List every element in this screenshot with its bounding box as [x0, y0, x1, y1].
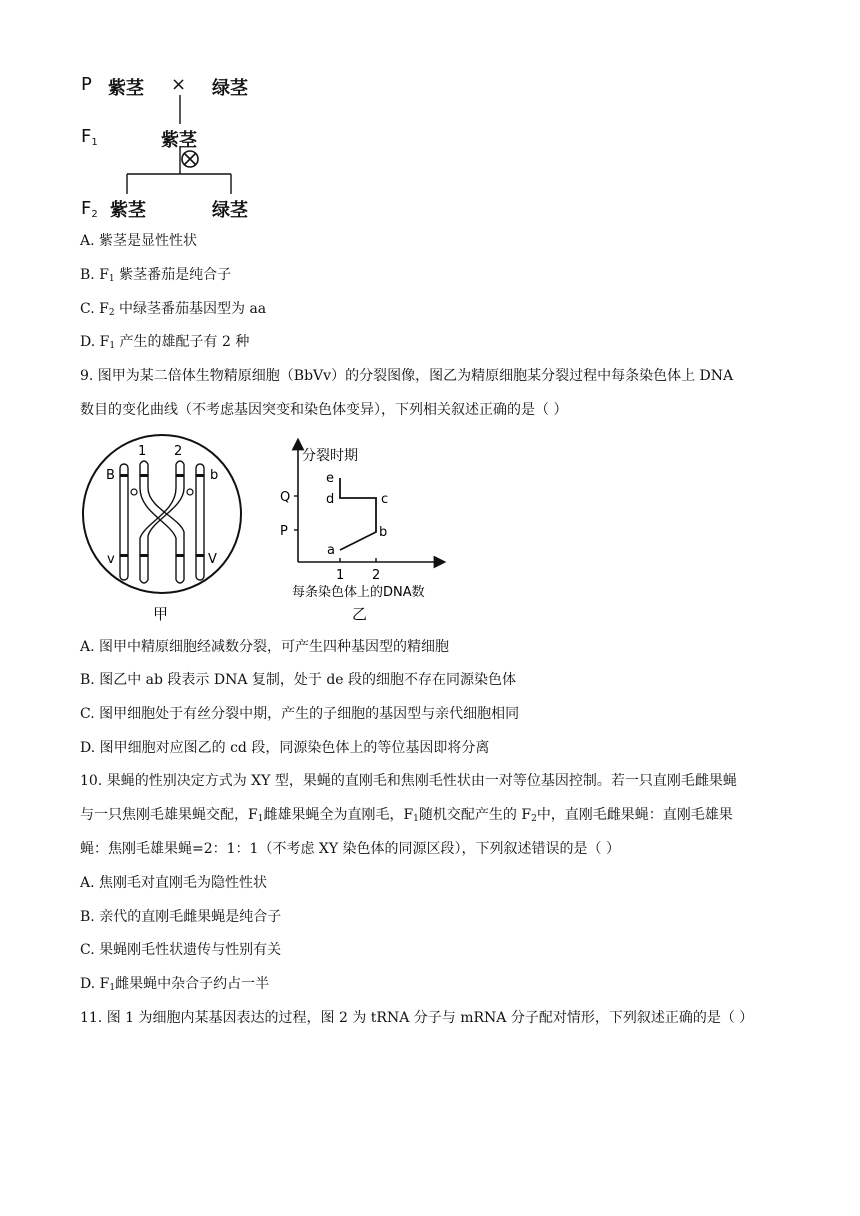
q9-option-b: B. 图乙中 ab 段表示 DNA 复制，处于 de 段的细胞不存在同源染色体	[80, 672, 517, 688]
q10-option-d-sub: 1	[109, 983, 116, 993]
q8-option-c-sub: 2	[108, 308, 115, 318]
gene-b-label: b	[210, 468, 219, 483]
q8-option-c	[80, 299, 266, 323]
point-d: d	[326, 492, 335, 507]
f2-letter: F	[81, 198, 92, 219]
x-tick-2: 2	[372, 568, 381, 583]
centromere-1	[131, 489, 137, 495]
q8-option-d-text: 产生的雄配子有 2 种	[119, 334, 250, 350]
f2-green-stem: 绿茎	[212, 200, 248, 221]
y-axis-label: 分裂时期	[302, 448, 358, 464]
point-c: c	[381, 492, 389, 507]
q10-option-c-text: 果蝇刚毛性状遗传与性别有关	[99, 942, 282, 958]
q10-option-a-letter: A.	[80, 875, 95, 891]
parent-green-stem: 绿茎	[212, 78, 248, 99]
dna-curve	[340, 478, 376, 550]
q8-option-a-text: 紫茎是显性性状	[99, 233, 198, 249]
gene-v-label: v	[107, 552, 115, 567]
figure-yi	[270, 436, 460, 632]
chromosome-1-label: 1	[138, 444, 147, 459]
chromatid-1-outer	[120, 464, 128, 580]
f1-letter: F	[81, 126, 92, 147]
q8-option-b	[80, 265, 231, 289]
q8-option-d-letter: D. F	[80, 334, 110, 350]
q8-option-d-sub: 1	[109, 341, 116, 351]
q8-option-b-text: 紫茎番茄是纯合子	[119, 267, 232, 283]
q9-option-d: D. 图甲细胞对应图乙的 cd 段，同源染色体上的等位基因即将分离	[80, 740, 490, 756]
y-tick-Q: Q	[280, 490, 291, 505]
parent-purple-stem: 紫茎	[108, 78, 144, 99]
figure-jia	[80, 432, 250, 632]
x-axis-label: 每条染色体上的DNA数	[292, 585, 425, 600]
chromosome-2-label: 2	[174, 444, 183, 459]
q10-line2-sub-3: 2	[531, 814, 537, 824]
f2-subscript: 2	[91, 209, 98, 220]
q8-option-b-sub: 1	[108, 274, 115, 284]
q11-stem-line1: 11. 图 1 为细胞内某基因表达的过程，图 2 为 tRNA 分子与 mRNA 分子配对情形，下列叙述正确的是（ ）	[80, 1010, 754, 1026]
centromere-2	[187, 489, 193, 495]
f1-purple-stem: 紫茎	[161, 130, 197, 151]
q10-line2-sub-1: 1	[257, 814, 264, 824]
q9-stem-line2: 数目的变化曲线（不考虑基因突变和染色体变异），下列相关叙述正确的是（ ）	[80, 402, 568, 418]
q8-option-a	[80, 231, 197, 251]
point-e: e	[326, 471, 334, 486]
q10-stem-line2	[80, 805, 733, 829]
x-tick-1: 1	[336, 568, 345, 583]
q10-option-a-text: 焦刚毛对直刚毛为隐性性状	[99, 875, 268, 891]
q10-option-a	[80, 873, 267, 893]
p-generation-label: P	[81, 74, 92, 95]
q10-line2-part-b: 雌雄果蝇全为直刚毛，F	[263, 807, 414, 823]
q10-option-c	[80, 940, 281, 960]
q10-option-d	[80, 974, 269, 998]
f2-purple-stem: 紫茎	[110, 200, 146, 221]
chromatid-2-outer	[196, 464, 204, 580]
point-a: a	[327, 543, 335, 558]
q10-stem-line3: 蝇：焦刚毛雄果蝇=2：1：1（不考虑 XY 染色体的同源区段），下列叙述错误的是（ ）	[80, 841, 621, 857]
q9-option-c: C. 图甲细胞处于有丝分裂中期，产生的子细胞的基因型与亲代细胞相同	[80, 706, 520, 722]
q8-option-c-text: 中绿茎番茄基因型为 aa	[119, 301, 267, 317]
gene-B-label: B	[106, 468, 115, 483]
figure-yi-caption: 乙	[352, 605, 368, 623]
q10-line2-part-c: 随机交配产生的 F	[418, 807, 532, 823]
q10-option-d-text: 雌果蝇中杂合子约占一半	[115, 976, 270, 992]
q10-line2-part-a: 与一只焦刚毛雄果蝇交配，F	[80, 807, 258, 823]
y-tick-P: P	[280, 524, 288, 539]
q10-option-b-text: 亲代的直刚毛雌果蝇是纯合子	[99, 909, 282, 925]
q8-option-a-letter: A.	[80, 233, 95, 249]
q8-option-c-letter: C. F	[80, 301, 109, 317]
q8-option-d	[80, 332, 249, 356]
selfing-icon	[182, 151, 198, 167]
gene-V-label: V	[208, 552, 217, 567]
figure-jia-caption: 甲	[153, 605, 169, 623]
cross-symbol: ×	[171, 74, 187, 95]
q10-line2-part-d: 中，直刚毛雌果蝇：直刚毛雄果	[536, 807, 733, 823]
q10-option-b	[80, 907, 281, 927]
q8-option-b-letter: B. F	[80, 267, 109, 283]
q10-stem-line1: 10. 果蝇的性别决定方式为 XY 型，果蝇的直刚毛和焦刚毛性状由一对等位基因控制。若一只直刚毛雌果蝇	[80, 773, 737, 789]
q10-option-b-letter: B.	[80, 909, 95, 925]
q9-stem-line1: 9. 图甲为某二倍体生物精原细胞（BbVv）的分裂图像，图乙为精原细胞某分裂过程中每条染色体上 DNA	[80, 368, 734, 384]
point-b: b	[379, 525, 388, 540]
pedigree-lines	[0, 0, 300, 230]
crossover-chromatid-a	[140, 464, 184, 580]
q10-line2-sub-2: 1	[413, 814, 419, 824]
q10-option-c-letter: C.	[80, 942, 95, 958]
q9-option-a: A. 图甲中精原细胞经减数分裂，可产生四种基因型的精细胞	[80, 639, 450, 655]
q10-option-d-letter: D. F	[80, 976, 110, 992]
f1-subscript: 1	[91, 137, 98, 148]
